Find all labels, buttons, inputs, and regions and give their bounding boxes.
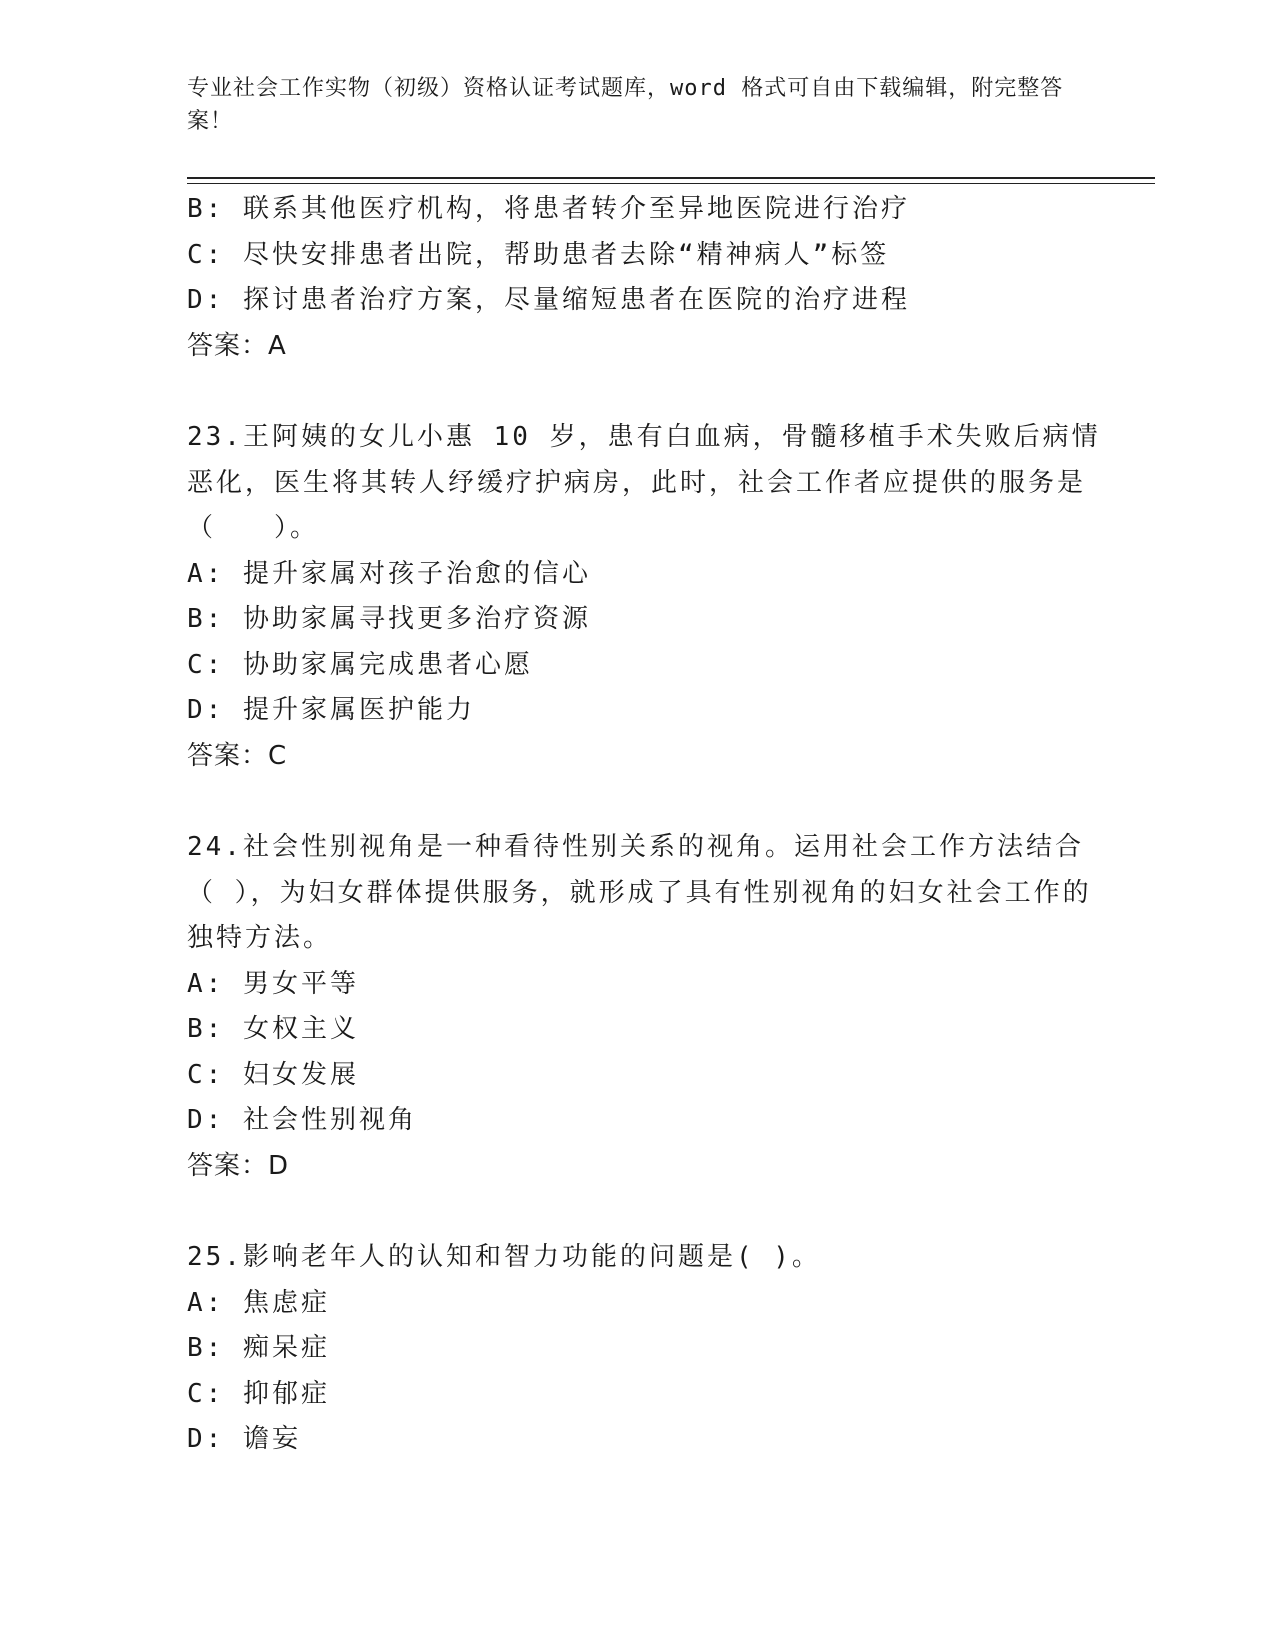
option-c: C: 协助家属完成患者心愿 <box>187 649 533 680</box>
question-24 <box>187 825 1107 1189</box>
header-divider-thick <box>187 177 1155 179</box>
option-d: D: 提升家属医护能力 <box>187 695 475 725</box>
option-b: B: 联系其他医疗机构，将患者转介至异地医院进行治疗 <box>187 194 910 224</box>
option-c: C: 妇女发展 <box>187 1059 359 1090</box>
option-b: B: 协助家属寻找更多治疗资源 <box>187 604 591 634</box>
option-a: A: 提升家属对孩子治愈的信心 <box>187 558 591 589</box>
question-text: 23.王阿姨的女儿小惠 10 岁，患有白血病，骨髓移植手术失败后病情恶化，医生将其转人纾缓疗护病房，此时，社会工作者应提供的服务是（ ）。 <box>187 422 1101 543</box>
option-b: B: 痴呆症 <box>187 1333 330 1363</box>
answer: 答案：A <box>187 330 287 361</box>
question-22-continued <box>187 187 1107 369</box>
spacer <box>187 1189 1107 1235</box>
question-25 <box>187 1235 1107 1463</box>
header-divider-thin <box>187 183 1155 184</box>
document-header <box>187 72 1067 138</box>
option-a: A: 男女平等 <box>187 968 359 999</box>
option-c: C: 尽快安排患者出院，帮助患者去除“精神病人”标签 <box>187 239 890 270</box>
question-list <box>187 187 1107 1463</box>
header-title: 专业社会工作实物（初级）资格认证考试题库，word 格式可自由下载编辑，附完整答案！ <box>187 76 1064 134</box>
option-d: D: 社会性别视角 <box>187 1105 417 1135</box>
option-a: A: 焦虑症 <box>187 1287 330 1318</box>
answer: 答案：D <box>187 1150 290 1181</box>
spacer <box>187 369 1107 415</box>
option-c: C: 抑郁症 <box>187 1378 330 1409</box>
spacer <box>187 779 1107 825</box>
option-d: D: 探讨患者治疗方案，尽量缩短患者在医院的治疗进程 <box>187 285 910 315</box>
answer: 答案：C <box>187 740 288 771</box>
question-23 <box>187 415 1107 779</box>
option-b: B: 女权主义 <box>187 1014 359 1044</box>
option-d: D: 谵妄 <box>187 1424 301 1454</box>
question-text: 24.社会性别视角是一种看待性别关系的视角。运用社会工作方法结合（ ），为妇女群体提供服务，就形成了具有性别视角的妇女社会工作的独特方法。 <box>187 832 1092 953</box>
question-text: 25.影响老年人的认知和智力功能的问题是( )。 <box>187 1242 821 1272</box>
